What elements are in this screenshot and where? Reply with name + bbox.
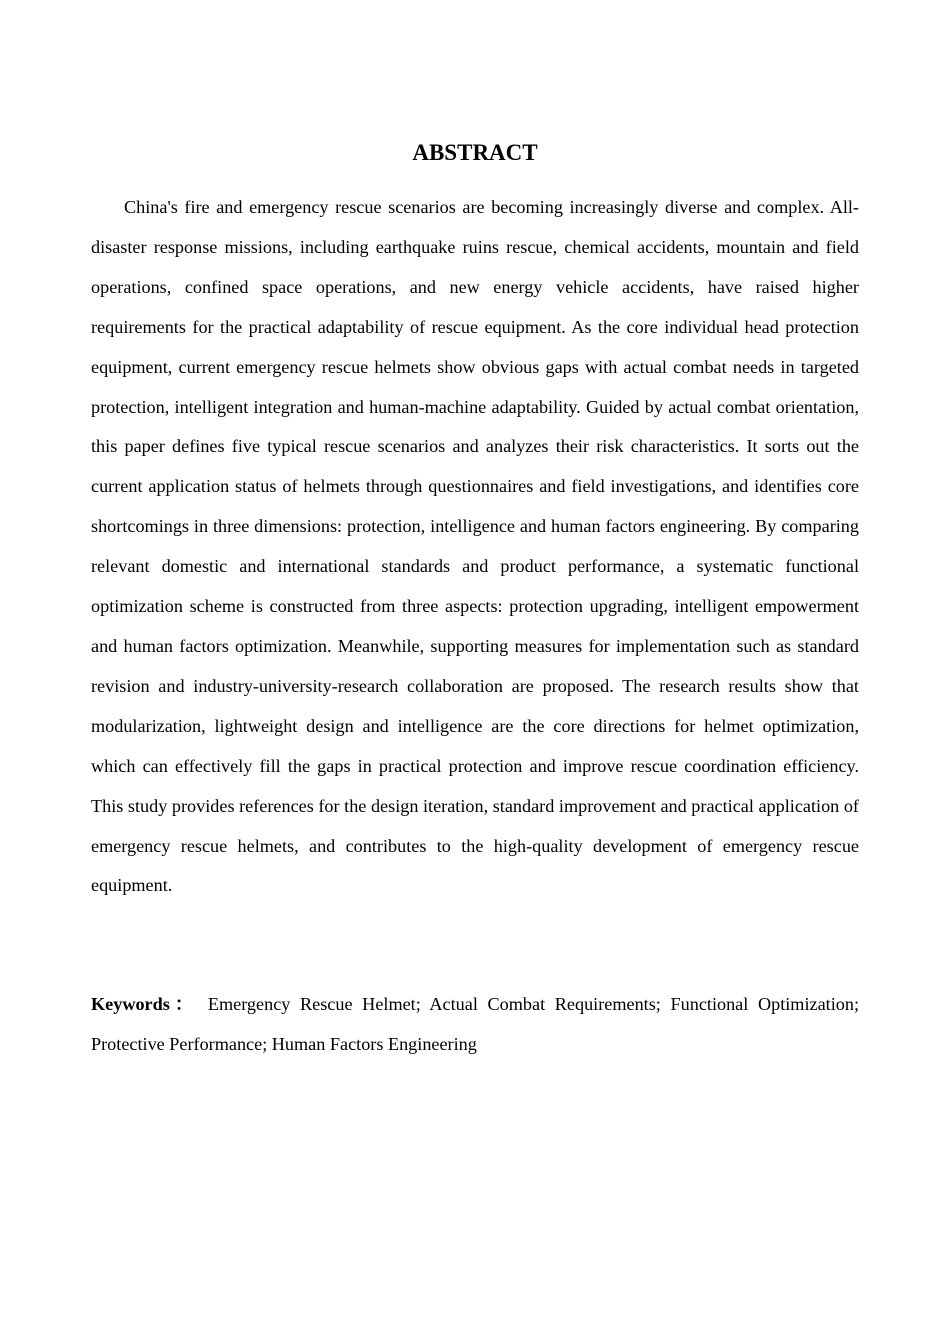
keywords-separator: ：: [169, 994, 199, 1014]
abstract-body: China's fire and emergency rescue scenarios are becoming increasingly diverse and complex. All-disaster response missions, including earthquake ruins rescue, chemical accidents, mountain and field operations, confined space operations, and new energy vehicle accidents, have raised higher requirements for the practical adaptability of rescue equipment. As the core individual head protection equipment, current emergency rescue helmets show obvious gaps with actual combat needs in targeted protection, intelligent integration and human-machine adaptability. Guided by actual combat orientation, this paper defines five typical rescue scenarios and analyzes their risk characteristics. It sorts out the current application status of helmets through questionnaires and field investigations, and identifies core shortcomings in three dimensions: protection, intelligence and human factors engineering. By comparing relevant domestic and international standards and product performance, a systematic functional optimization scheme is constructed from three aspects: protection upgrading, intelligent empowerment and human factors optimization. Meanwhile, supporting measures for implementation such as standard revision and industry-university-research collaboration are proposed. The research results show that modularization, lightweight design and intelligence are the core directions for helmet optimization, which can effectively fill the gaps in practical protection and improve rescue coordination efficiency. This study provides references for the design iteration, standard improvement and practical application of emergency rescue helmets, and contributes to the high-quality development of emergency rescue equipment.: [91, 197, 859, 896]
abstract-title: ABSTRACT: [412, 140, 538, 165]
keywords-paragraph: [91, 985, 859, 1065]
keywords-text: Emergency Rescue Helmet; Actual Combat Requirements; Functional Optimization; Protective Performance; Human Factors Engineering: [91, 994, 859, 1054]
keywords-label: Keywords: [91, 994, 170, 1014]
